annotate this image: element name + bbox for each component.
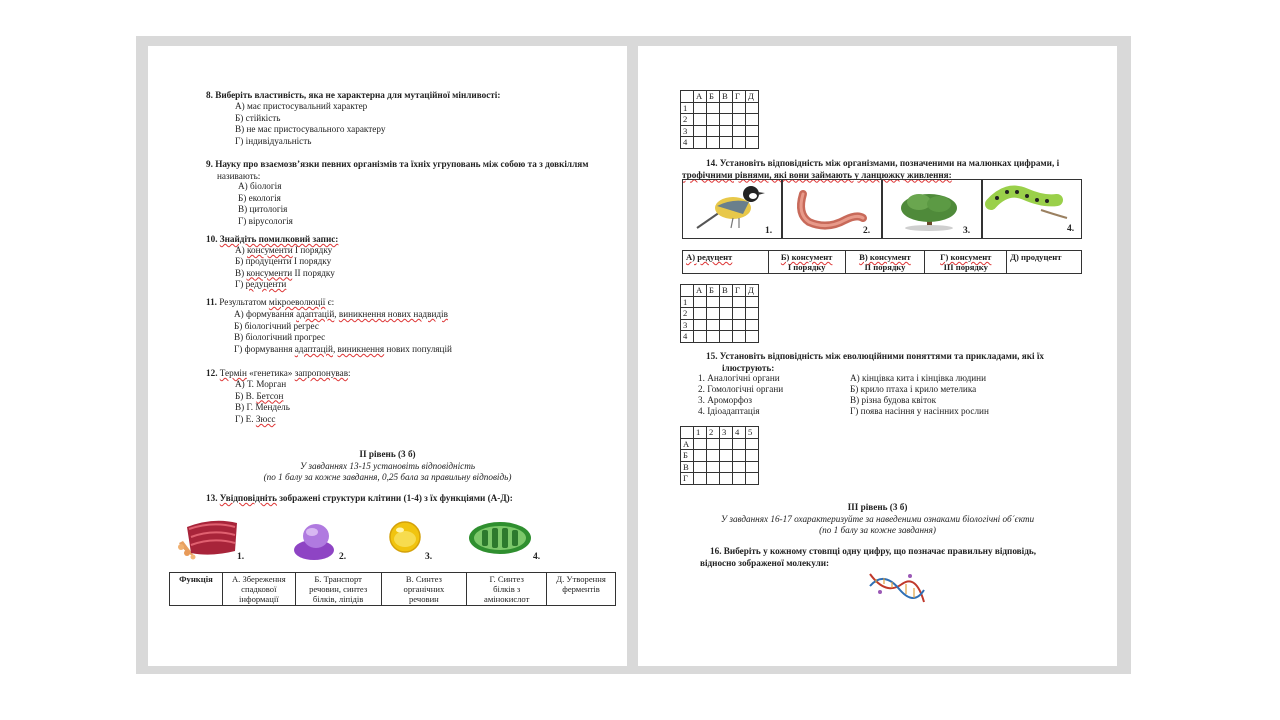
- level-2-header: ІІ рівень (3 б) У завданнях 13-15 установіть відповідність (по 1 балу за кожне завдання, 0,25 бала за правильну відповідь): [263, 449, 512, 482]
- bird-picture: 1.: [682, 179, 782, 239]
- answer-grid-14: А Б В Г Д 1 2 3 4: [680, 284, 759, 343]
- document-page-1: 8. Виберіть властивість, яка не характерна для мутаційної мінливості: А) має пристосувальний характер Б) стійкість В) не має пристосувального характеру Г) індивідуальність 9. Науку про взаємозв’язки певних організмів та їхніх угруповань між собою та з довкіллям називають: А) біологія Б) екологія В) цитологія Г) вірусологія 10. Знайдіть помилковий запис: А) консументи І порядку Б) продуценти І порядку В) консументи ІІ порядку Г) редуценти 11. Результатом мікроеволюції є: А) формування адаптацій, виникнення нових надвидів Б) біологічний регрес В) біологічний прогрес Г) формування адаптацій, виникнення нових популяцій 12. Термін «генетика» запропонував: А) Т. Морган Б) В. Бетсон В) Г. Мендель Г) Е. Зюсс ІІ рівень (3 б) У завданнях 13-15 установіть відповідність (по 1 балу за кожне завдання, 0,25 бала за правильну відповідь) 13. Увідповідніть зображені структури клітини (1-4) з їх функціями (А-Д): 1. 2. 3. 4. Функція А. Збереження спадкової інформації Б. Транспорт речовин, синтез білків, ліпідів В. Синтез органічних речовин Г. Синтез білків з амінокислот Д. Утворення ферментів: [148, 46, 627, 666]
- document-viewer[interactable]: [136, 36, 1131, 674]
- trophic-levels-table: А) редуцент Б) консумент І порядку В) консумент ІІ порядку Г) консумент ІІІ порядку Д) продуцент: [682, 250, 1082, 274]
- worm-picture: 2.: [782, 179, 882, 239]
- lysosome-image: [388, 520, 424, 556]
- question-16: 16. Виберіть у кожному стовпці одну цифру, що позначає правильну відповідь, відносно зображеної молекули:: [700, 546, 1036, 568]
- level-3-header: ІІІ рівень (3 б) У завданнях 16-17 охарактеризуйте за наведеними ознаками біологічні об´єкти (по 1 балу за кожне завдання): [720, 502, 1035, 535]
- question-8: 8. Виберіть властивість, яка не характерна для мутаційної мінливості:: [206, 90, 501, 100]
- question-15-examples: А) кінцівка кита і кінцівка людини Б) крило птаха і крило метелика В) різна будова квіток Г) поява насіння у насінних рослин: [850, 373, 989, 416]
- question-8-options: А) має пристосувальний характер Б) стійкість В) не має пристосувального характеру Г) індивідуальність: [235, 101, 386, 146]
- question-15: 15. Установіть відповідність між еволюційними поняттями та прикладами, які їх ілюструють:: [706, 351, 1044, 373]
- question-11-options: А) формування адаптацій, виникнення нових надвидів Б) біологічний регрес В) біологічний прогрес Г) формування адаптацій, виникнення нових популяцій: [234, 309, 452, 354]
- dna-molecule-image: [866, 566, 928, 610]
- question-10: 10. Знайдіть помилковий запис:: [206, 234, 339, 244]
- answer-grid-13: А Б В Г Д 1 2 3 4: [680, 90, 759, 149]
- caterpillar-picture: 4.: [982, 179, 1082, 239]
- answer-grid-15: 1 2 3 4 5 А Б В Г: [680, 426, 759, 485]
- document-page-2: [638, 46, 1117, 666]
- tree-picture: 3.: [882, 179, 982, 239]
- question-13: 13. Увідповідніть зображені структури клітини (1-4) з їх функціями (А-Д):: [206, 493, 513, 503]
- functions-table: Функція А. Збереження спадкової інформації Б. Транспорт речовин, синтез білків, ліпідів В. Синтез органічних речовин Г. Синтез білків з амінокислот Д. Утворення ферментів: [169, 572, 616, 606]
- question-12-options: А) Т. Морган Б) В. Бетсон В) Г. Мендель Г) Е. Зюсс: [235, 379, 290, 424]
- question-14: 14. Установіть відповідність між організмами, позначеними на малюнках цифрами, і трофічними рівнями, які вони займають у ланцюжку живлення:: [682, 158, 1060, 180]
- chloroplast-image: [468, 520, 534, 556]
- question-15-concepts: 1. Аналогічні органи 2. Гомологічні органи 3. Ароморфоз 4. Ідіоадаптація: [698, 373, 784, 416]
- question-12: 12. Термін «генетика» запропонував:: [206, 368, 351, 378]
- question-9: 9. Науку про взаємозв’язки певних організмів та їхніх угруповань між собою та з довкіллям називають:: [206, 159, 589, 181]
- question-11: 11. Результатом мікроеволюції є:: [206, 297, 335, 307]
- golgi-apparatus-image: [173, 513, 243, 561]
- question-9-options: А) біологія Б) екологія В) цитологія Г) вірусологія: [238, 181, 293, 226]
- question-10-options: А) консументи І порядку Б) продуценти І порядку В) консументи ІІ порядку Г) редуценти: [235, 245, 335, 289]
- ribosome-image: [290, 520, 340, 562]
